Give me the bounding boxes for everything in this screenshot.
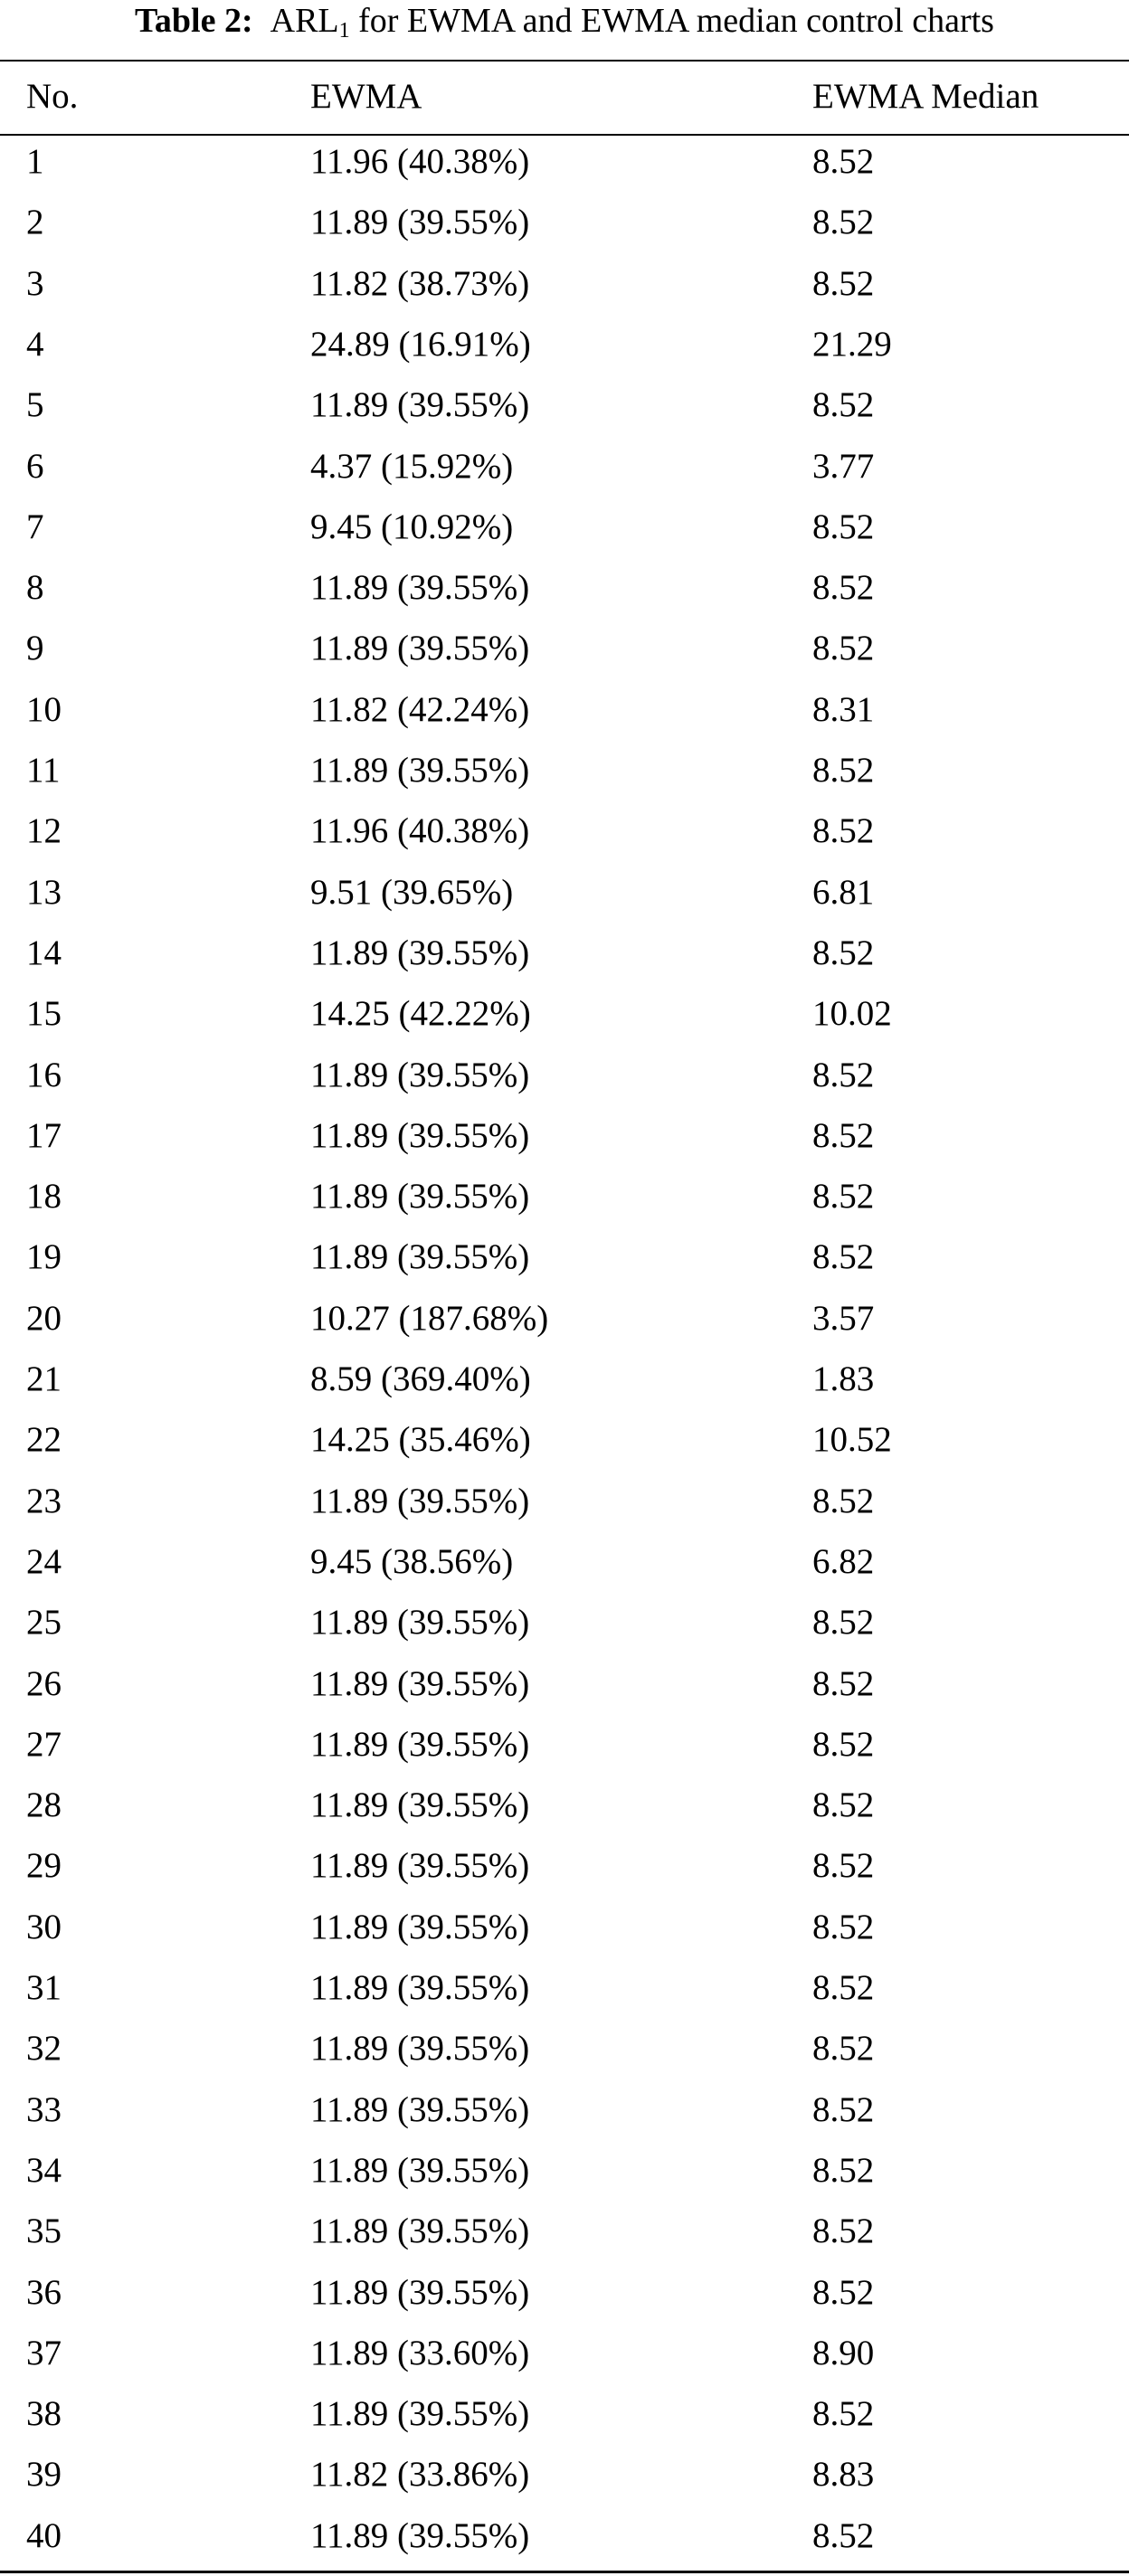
table-row bbox=[0, 1719, 1129, 1779]
table-row bbox=[0, 1170, 1129, 1231]
row-ewma-cell: 11.82 (33.86%) bbox=[310, 2455, 530, 2495]
row-ewma-median-cell: 3.57 bbox=[812, 1298, 875, 1338]
row-no-cell: 24 bbox=[26, 1541, 62, 1581]
row-no-cell: 13 bbox=[26, 872, 62, 912]
row-ewma-median-cell: 8.52 bbox=[812, 2150, 875, 2190]
row-no-cell: 27 bbox=[26, 1724, 62, 1764]
row-ewma-cell: 11.89 (39.55%) bbox=[310, 751, 530, 790]
row-ewma-median-cell: 8.52 bbox=[812, 1603, 875, 1643]
row-ewma-median-cell: 8.52 bbox=[812, 1481, 875, 1520]
table-row bbox=[0, 622, 1129, 683]
table-row bbox=[0, 1779, 1129, 1840]
table-row bbox=[0, 867, 1129, 927]
row-no-cell: 23 bbox=[26, 1481, 62, 1520]
row-no-cell: 36 bbox=[26, 2272, 62, 2312]
table-row bbox=[0, 684, 1129, 744]
row-ewma-cell: 9.45 (38.56%) bbox=[310, 1541, 514, 1581]
row-ewma-median-cell: 1.83 bbox=[812, 1359, 875, 1398]
row-ewma-cell: 9.45 (10.92%) bbox=[310, 507, 514, 546]
row-no-cell: 19 bbox=[26, 1237, 62, 1277]
caption-label: Table 2: bbox=[135, 2, 253, 40]
row-no-cell: 7 bbox=[26, 507, 44, 546]
row-ewma-cell: 11.89 (39.55%) bbox=[310, 1846, 530, 1886]
bottom-rule bbox=[0, 2571, 1129, 2573]
row-ewma-median-cell: 8.52 bbox=[812, 2394, 875, 2434]
row-no-cell: 32 bbox=[26, 2029, 62, 2069]
row-ewma-cell: 11.82 (42.24%) bbox=[310, 689, 530, 729]
row-ewma-median-cell: 8.52 bbox=[812, 751, 875, 790]
caption-text: for EWMA and EWMA median control charts bbox=[358, 2, 994, 40]
row-ewma-median-cell: 8.52 bbox=[812, 385, 875, 425]
row-ewma-median-cell: 8.52 bbox=[812, 1055, 875, 1094]
table-header-row bbox=[0, 62, 1129, 134]
row-ewma-median-cell: 8.52 bbox=[812, 933, 875, 972]
row-ewma-cell: 11.96 (40.38%) bbox=[310, 811, 530, 851]
row-ewma-cell: 8.59 (369.40%) bbox=[310, 1359, 531, 1398]
row-ewma-cell: 24.89 (16.91%) bbox=[310, 324, 531, 364]
row-ewma-median-cell: 8.52 bbox=[812, 2272, 875, 2312]
row-ewma-median-cell: 8.52 bbox=[812, 2029, 875, 2069]
row-no-cell: 6 bbox=[26, 446, 44, 486]
row-no-cell: 28 bbox=[26, 1785, 62, 1825]
table-row bbox=[0, 988, 1129, 1048]
row-ewma-median-cell: 8.52 bbox=[812, 1907, 875, 1946]
row-no-cell: 4 bbox=[26, 324, 44, 364]
row-ewma-cell: 11.89 (39.55%) bbox=[310, 1663, 530, 1703]
row-no-cell: 1 bbox=[26, 142, 44, 181]
row-no-cell: 35 bbox=[26, 2211, 62, 2251]
table-row bbox=[0, 927, 1129, 988]
row-ewma-median-cell: 8.52 bbox=[812, 2089, 875, 2129]
table-row bbox=[0, 196, 1129, 257]
table-row bbox=[0, 2145, 1129, 2205]
row-ewma-cell: 4.37 (15.92%) bbox=[310, 446, 514, 486]
row-ewma-cell: 11.89 (39.55%) bbox=[310, 2515, 530, 2555]
row-no-cell: 30 bbox=[26, 1907, 62, 1946]
row-ewma-cell: 11.89 (39.55%) bbox=[310, 568, 530, 608]
table-row bbox=[0, 1231, 1129, 1292]
row-ewma-median-cell: 8.31 bbox=[812, 689, 875, 729]
row-ewma-cell: 11.89 (39.55%) bbox=[310, 2150, 530, 2190]
row-ewma-cell: 11.89 (39.55%) bbox=[310, 2029, 530, 2069]
table-row bbox=[0, 258, 1129, 318]
row-ewma-cell: 11.89 (33.60%) bbox=[310, 2333, 530, 2372]
row-no-cell: 16 bbox=[26, 1055, 62, 1094]
row-ewma-cell: 11.89 (39.55%) bbox=[310, 2272, 530, 2312]
row-ewma-median-cell: 8.52 bbox=[812, 1785, 875, 1825]
table-row bbox=[0, 318, 1129, 379]
row-no-cell: 11 bbox=[26, 751, 61, 790]
table-row bbox=[0, 2084, 1129, 2145]
row-no-cell: 38 bbox=[26, 2394, 62, 2434]
row-ewma-median-cell: 6.81 bbox=[812, 872, 875, 912]
row-ewma-cell: 11.89 (39.55%) bbox=[310, 2089, 530, 2129]
row-ewma-cell: 11.89 (39.55%) bbox=[310, 629, 530, 668]
row-ewma-median-cell: 8.52 bbox=[812, 2211, 875, 2251]
row-no-cell: 26 bbox=[26, 1663, 62, 1703]
caption-prefix: ARL bbox=[270, 2, 339, 40]
table-row bbox=[0, 805, 1129, 866]
table-row bbox=[0, 1353, 1129, 1414]
row-ewma-cell: 10.27 (187.68%) bbox=[310, 1298, 549, 1338]
row-no-cell: 21 bbox=[26, 1359, 62, 1398]
row-ewma-cell: 11.89 (39.55%) bbox=[310, 933, 530, 972]
row-no-cell: 17 bbox=[26, 1115, 62, 1155]
header-ewma: EWMA bbox=[310, 77, 422, 116]
row-ewma-median-cell: 8.52 bbox=[812, 2515, 875, 2555]
row-ewma-median-cell: 21.29 bbox=[812, 324, 892, 364]
row-no-cell: 37 bbox=[26, 2333, 62, 2372]
row-ewma-median-cell: 8.52 bbox=[812, 507, 875, 546]
row-no-cell: 29 bbox=[26, 1846, 62, 1886]
row-no-cell: 31 bbox=[26, 1968, 62, 2007]
row-ewma-cell: 11.89 (39.55%) bbox=[310, 1724, 530, 1764]
caption-subscript: 1 bbox=[338, 19, 350, 43]
table-row bbox=[0, 2448, 1129, 2509]
row-ewma-median-cell: 3.77 bbox=[812, 446, 875, 486]
table-row bbox=[0, 1414, 1129, 1474]
row-no-cell: 12 bbox=[26, 811, 62, 851]
row-ewma-cell: 11.89 (39.55%) bbox=[310, 1968, 530, 2007]
row-no-cell: 2 bbox=[26, 203, 44, 242]
row-ewma-median-cell: 8.52 bbox=[812, 629, 875, 668]
row-ewma-median-cell: 6.82 bbox=[812, 1541, 875, 1581]
table-row bbox=[0, 744, 1129, 805]
row-ewma-median-cell: 8.52 bbox=[812, 811, 875, 851]
row-ewma-median-cell: 8.52 bbox=[812, 203, 875, 242]
row-no-cell: 10 bbox=[26, 689, 62, 729]
row-no-cell: 3 bbox=[26, 263, 44, 303]
table-row bbox=[0, 501, 1129, 562]
row-ewma-cell: 11.96 (40.38%) bbox=[310, 142, 530, 181]
row-ewma-cell: 11.89 (39.55%) bbox=[310, 203, 530, 242]
row-ewma-median-cell: 8.90 bbox=[812, 2333, 875, 2372]
row-ewma-median-cell: 10.02 bbox=[812, 994, 892, 1034]
row-ewma-cell: 11.89 (39.55%) bbox=[310, 1603, 530, 1643]
row-ewma-cell: 14.25 (42.22%) bbox=[310, 994, 531, 1034]
row-ewma-median-cell: 8.52 bbox=[812, 1115, 875, 1155]
row-ewma-median-cell: 8.52 bbox=[812, 142, 875, 181]
row-no-cell: 39 bbox=[26, 2455, 62, 2495]
row-no-cell: 33 bbox=[26, 2089, 62, 2129]
row-ewma-median-cell: 8.83 bbox=[812, 2455, 875, 2495]
row-ewma-cell: 11.89 (39.55%) bbox=[310, 1237, 530, 1277]
table-row bbox=[0, 1962, 1129, 2022]
row-ewma-cell: 11.89 (39.55%) bbox=[310, 1055, 530, 1094]
table-row bbox=[0, 2510, 1129, 2571]
row-ewma-median-cell: 8.52 bbox=[812, 1177, 875, 1217]
row-no-cell: 25 bbox=[26, 1603, 62, 1643]
table-body bbox=[0, 136, 1129, 2571]
row-ewma-cell: 11.89 (39.55%) bbox=[310, 2394, 530, 2434]
row-ewma-cell: 11.89 (39.55%) bbox=[310, 1115, 530, 1155]
row-no-cell: 22 bbox=[26, 1420, 62, 1460]
table-caption bbox=[0, 0, 1129, 45]
row-ewma-cell: 11.89 (39.55%) bbox=[310, 1177, 530, 1217]
table-row bbox=[0, 1901, 1129, 1962]
table-row bbox=[0, 379, 1129, 440]
row-ewma-median-cell: 8.52 bbox=[812, 263, 875, 303]
row-ewma-median-cell: 8.52 bbox=[812, 568, 875, 608]
row-no-cell: 9 bbox=[26, 629, 44, 668]
row-no-cell: 20 bbox=[26, 1298, 62, 1338]
table-row bbox=[0, 1475, 1129, 1536]
header-no: No. bbox=[26, 77, 79, 116]
table-row bbox=[0, 1110, 1129, 1170]
row-ewma-median-cell: 8.52 bbox=[812, 1237, 875, 1277]
row-ewma-cell: 11.89 (39.55%) bbox=[310, 2211, 530, 2251]
row-no-cell: 15 bbox=[26, 994, 62, 1034]
table-row bbox=[0, 1293, 1129, 1353]
table-row bbox=[0, 1536, 1129, 1596]
row-ewma-cell: 11.89 (39.55%) bbox=[310, 1481, 530, 1520]
table-row bbox=[0, 2022, 1129, 2083]
row-no-cell: 40 bbox=[26, 2515, 62, 2555]
row-no-cell: 18 bbox=[26, 1177, 62, 1217]
row-ewma-median-cell: 8.52 bbox=[812, 1663, 875, 1703]
table-row bbox=[0, 2388, 1129, 2448]
table-row bbox=[0, 562, 1129, 622]
row-no-cell: 5 bbox=[26, 385, 44, 425]
header-ewma-median: EWMA Median bbox=[812, 77, 1039, 116]
table-row bbox=[0, 1840, 1129, 1900]
table-row bbox=[0, 2205, 1129, 2266]
row-ewma-cell: 11.82 (38.73%) bbox=[310, 263, 530, 303]
table-row bbox=[0, 2267, 1129, 2327]
table-row bbox=[0, 440, 1129, 501]
table-row bbox=[0, 136, 1129, 196]
row-no-cell: 14 bbox=[26, 933, 62, 972]
row-ewma-cell: 9.51 (39.65%) bbox=[310, 872, 514, 912]
table-row bbox=[0, 1658, 1129, 1719]
row-ewma-median-cell: 8.52 bbox=[812, 1846, 875, 1886]
row-no-cell: 8 bbox=[26, 568, 44, 608]
row-ewma-cell: 11.89 (39.55%) bbox=[310, 1907, 530, 1946]
row-ewma-median-cell: 8.52 bbox=[812, 1724, 875, 1764]
row-ewma-median-cell: 10.52 bbox=[812, 1420, 892, 1460]
row-ewma-cell: 11.89 (39.55%) bbox=[310, 1785, 530, 1825]
row-ewma-cell: 14.25 (35.46%) bbox=[310, 1420, 531, 1460]
row-no-cell: 34 bbox=[26, 2150, 62, 2190]
row-ewma-cell: 11.89 (39.55%) bbox=[310, 385, 530, 425]
table-row bbox=[0, 1596, 1129, 1657]
row-ewma-median-cell: 8.52 bbox=[812, 1968, 875, 2007]
table-row bbox=[0, 1049, 1129, 1110]
table-row bbox=[0, 2327, 1129, 2388]
